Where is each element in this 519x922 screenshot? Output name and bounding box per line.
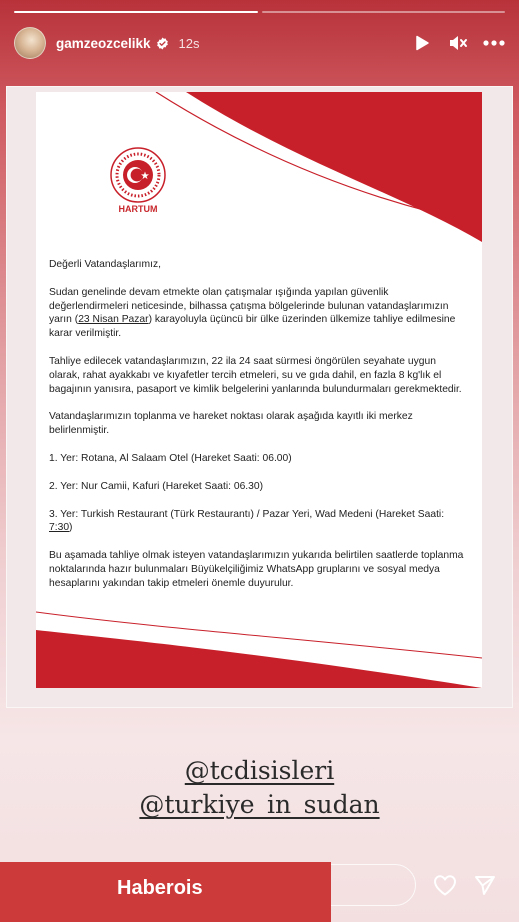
story-header (14, 26, 505, 60)
play-icon[interactable] (411, 32, 433, 54)
progress-segment-1 (14, 11, 258, 13)
paragraph-final: Bu aşamada tahliye olmak isteyen vatandaşlarımızın yukarıda belirtilen saatlerde toplanma noktalarında hazır bulunmaları Büyükelçiliğimiz WhatsApp gruplarını ve sosyal medya hesaplarını yakından takip etmeleri önemle duyurulur. (49, 550, 464, 589)
meeting-point-3-time: 7:30 (49, 522, 70, 534)
paragraph-3: Vatandaşlarımızın toplanma ve hareket noktası olarak aşağıda kayıtlı iki merkez belirlenmiştir. (49, 411, 413, 437)
progress-fill (14, 11, 258, 13)
org-name: HARTUM (118, 204, 158, 214)
watermark-text: Haberois (117, 877, 203, 899)
paragraph-2: Tahliye edilecek vatandaşlarımızın, 22 ila 24 saat sürmesi öngörülen seyahate uygun olarak, rahat ayakkabı ve kıyafetler tercih etmeleri, su ve gıda dahil, en fazla 8 kg'lık el bagajının yanısıra, pasaport ve kimlik belgelerini yanlarında bulundurmaları gerekmektedir. (49, 355, 462, 395)
verified-badge-icon (156, 37, 169, 50)
letter-body (49, 258, 469, 605)
paragraph-1-text: Sudan genelinde devam etmekte olan çatışmalar ışığında yapılan güvenlik değerlendirmeleri neticesinde, bilhassa çatışma bölgelerinde bulunan vatandaşlarımızın yarın ( (49, 286, 449, 326)
meeting-point-3 (49, 508, 469, 536)
meeting-point-1: 1. Yer: Rotana, Al Salaam Otel (Hareket Saati: 06.00) (49, 452, 292, 464)
watermark-banner (0, 862, 331, 922)
greeting: Değerli Vatandaşlarımız, (49, 259, 161, 270)
meeting-point-3-end: ) (69, 522, 73, 534)
top-red-shape (186, 92, 482, 242)
avatar[interactable] (14, 27, 46, 59)
turkey-emblem-icon (110, 147, 166, 203)
progress-segment-2 (262, 11, 506, 13)
post-time: 12s (178, 35, 200, 51)
more-icon[interactable] (483, 32, 505, 54)
paragraph-1-text-end: ) karayoluyla üçüncü bir ülke üzerinden ülkemize tahliye edilmesine karar verilmiştir. (49, 314, 456, 340)
mention-turkiye-in-sudan[interactable]: @turkiye_in_sudan (139, 790, 380, 819)
paragraph-1 (49, 286, 469, 341)
meeting-point-2: 2. Yer: Nur Camii, Kafuri (Hareket Saati: 06.30) (49, 480, 264, 492)
send-icon[interactable] (472, 872, 498, 898)
username[interactable]: gamzeozcelikk (56, 35, 151, 51)
story-progress (14, 11, 505, 13)
meeting-point-3-text: 3. Yer: Turkish Restaurant (Türk Restaurantı) / Pazar Yeri, Wad Medeni (Hareket Saati: (49, 508, 445, 520)
mute-icon[interactable] (447, 32, 469, 54)
mention-tcdisisleri[interactable]: @tcdisisleri (184, 756, 335, 785)
heart-icon[interactable] (432, 872, 458, 898)
bottom-red-shape (36, 630, 482, 688)
embassy-document (36, 92, 482, 688)
evacuation-date: 23 Nisan Pazar (78, 314, 149, 326)
story-footer (0, 862, 519, 922)
